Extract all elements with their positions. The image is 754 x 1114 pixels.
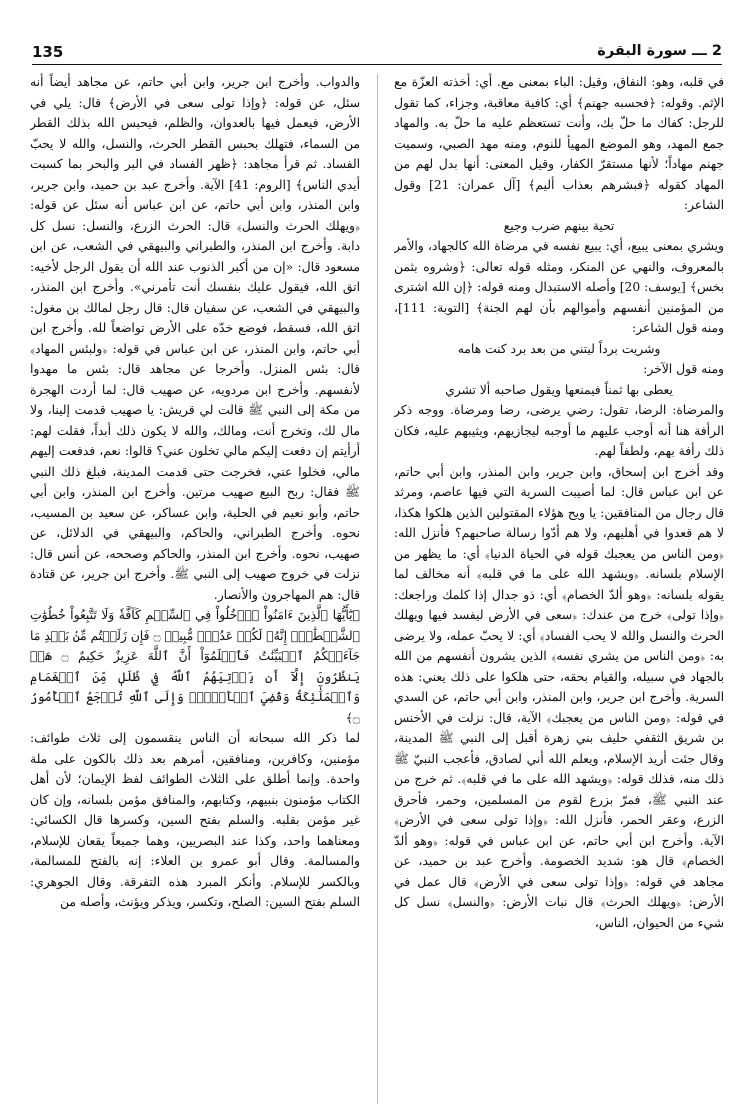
paragraph: والدواب. وأخرج ابن جرير، وابن أبي حاتم، عن مجاهد أيضاً أنه سئل، عن قوله: ﴿وإذا تولى سعى في الأرض﴾ قال: يلي في الأرض، فيعمل فيها بالعدوان، والظلم، فيحبس الله بذلك القطر من السماء، فتهلك بحبس القطر الحرث، والنسل، والله لا يحبّ الفساد. ثم قرأ مجاهد: ﴿ظهر الفساد في البر والبحر بما كسبت أيدي الناس﴾ [الروم: 41] الآية. وأخرج عبد بن حميد، وابن جرير، وابن المنذر، وابن أبي حاتم، عن ابن عباس أنه سئل عن قوله: ﴿ويهلك الحرث والنسل﴾ قال: الحرث الزرع، والنسل: نسل كل دابة. وأخرج ابن المنذر، والطبراني والبيهقي في الشعب، عن ابن مسعود قال: «إن من أكبر الذنوب عند الله أن يقول الرجل لأخيه: اتق الله، فيقول عليك بنفسك أنت تأمرني». وأخرج ابن المنذر، والبيهقي في الشعب، عن سفيان قال: قال رجل لمالك بن مغول: اتق الله، فسقط، فوضع خدّه على الأرض تواضعاً لله. وأخرج ابن أبي حاتم، وابن المنذر، عن ابن عباس في قوله: ﴿ولبئس المهاد﴾ قال: بئس المنزل. وأخرجا عن مجاهد قال: بئس ما مهدوا لأنفسهم. وأخرج ابن مردويه، عن صهيب قال: لما أردت الهجرة من مكة إلى النبي ﷺ قالت لي قريش: يا صهيب قدمت إلينا، ولا مال لك، وتخرج أنت، ومالك، والله لا يكون ذلك أبداً، فقلت لهم: أرأيتم إن دفعت إليكم مالي تخلون عني؟ قالوا: نعم، فدفعت إليهم مالي، فخلوا عني، فخرجت حتى قدمت المدينة، فبلغ ذلك النبي ﷺ فقال: ربح البيع صهيب مرتين. وأخرج ابن المنذر، وابن أبي حاتم، وأبو نعيم في الحلية، وابن عساكر، عن سعيد بن المسيب، نحوه. وأخرج الطبراني، والحاكم، والبيهقي في الدلائل، عن صهيب، نحوه. وأخرج ابن المنذر، والحاكم وصححه، عن أنس قال: نزلت في خروج صهيب إلى النبي ﷺ. وأخرج ابن جرير، عن قتادة قال: هم المهاجرون والأنصار. (30, 75, 360, 602)
surah-title: 2 ـــ سورة البقرة (597, 43, 722, 59)
quran-verses: ﴿يَٰٓأَيُّهَا ٱلَّذِينَ ءَامَنُواْ ٱدۡخُلُواْ فِي ٱلسِّلۡمِ كَآفَّةٗ وَلَا تَتَّبِعُواْ خُطُوَٰتِ ٱلشَّيۡطَٰنِۚ إِنَّهُۥ لَكُمۡ عَدُوّٞ مُّبِينٞ ۝ فَإِن زَلَلۡتُم مِّنۢ بَعۡدِ مَا جَآءَتۡكُمُ ٱلۡبَيِّنَٰتُ فَٱعۡلَمُوٓاْ أَنَّ ٱللَّهَ عَزِيزٌ حَكِيمٌ ۝ هَلۡ يَنظُرُونَ إِلَّآ أَن يَأۡتِيَهُمُ ٱللَّهُ فِي ظُلَلٖ مِّنَ ٱلۡغَمَامِ وَٱلۡمَلَٰٓئِكَةُ وَقُضِيَ ٱلۡأَمۡرُۚ وَإِلَى ٱللَّهِ تُرۡجَعُ ٱلۡأُمُورُ ۝﴾ (30, 608, 360, 725)
paragraph: والمرضاة: الرضا، تقول: رضي يرضى، رضا ومرضاة. ووجه ذكر الرأفة هنا أنه أوجب عليهم ما أوجبه ليجازيهم، ويثيبهم عليه، فكان ذلك رأفة بهم، ولطفاً لهم. (394, 403, 724, 458)
right-text-column (394, 72, 724, 1102)
page-header (32, 40, 722, 66)
header-rule (32, 64, 722, 65)
paragraph: في قلبه، وهو: النفاق، وقيل: الباء بمعنى مع. أي: أخذته العزّة مع الإثم. وقوله: ﴿فحسبه جهنم﴾ أي: كافية معاقبة، وجزاء، كما تقول للرجل: كفاك ما حلّ بك، وأنت تستعظم عليه ما حلّ به. والمهاد جمع المهد، وهو الموضع المهيأ للنوم، ومنه مهد الصبي، وسميت جهنم مهاداً؛ لأنها مستقرّ الكفار، وقيل المعنى: أنها بدل لهم من المهاد كقوله ﴿فبشرهم بعذاب أليم﴾ [آل عمران: 21] وقول الشاعر: (394, 75, 724, 212)
poetry-line: وشريت برداً ليتني من بعد برد كنت هامه (457, 341, 661, 356)
paragraph: وقد أخرج ابن إسحاق، وابن جرير، وابن المنذر، وابن أبي حاتم، عن ابن عباس قال: لما أصيبت السرية التي فيها عاصم، ومرثد قال رجال من المنافقين: يا ويح هؤلاء المقتولين الذين هلكوا هكذا، لا هم قعدوا في أهليهم، ولا هم أدّوا رسالة صاحبهم؟ فأنزل الله: ﴿ومن الناس من يعجبك قوله في الحياة الدنيا﴾ أي: ما يظهر من الإسلام بلسانه. ﴿ويشهد الله على ما في قلبه﴾ أنه مخالف لما يقوله بلسانه: ﴿وهو ألدّ الخصام﴾ أي: ذو جدال إذا كلمك وراجعك: ﴿وإذا تولى﴾ خرج من عندك: ﴿سعى في الأرض ليفسد فيها ويهلك الحرث والنسل والله لا يحب الفساد﴾ أي: لا يحبّ عمله، ولا يرضى به: ﴿ومن الناس من يشري نفسه﴾ الذين يشرون أنفسهم من الله بالجهاد في سبيله، والقيام بحقه، حتى هلكوا على ذلك يعني: هذه السرية. وأخرج ابن جرير، وابن المنذر، وابن أبي حاتم، عن السدي في قوله: ﴿ومن الناس من يعجبك﴾ الآية، قال: نزلت في الأخنس بن شريق الثقفي حليف بني زهرة أقبل إلى النبي ﷺ المدينة، وقال جئت أريد الإسلام، ويعلم الله أني لصادق، فأعجب النبيّ ﷺ ذلك منه، فذلك قوله: ﴿ويشهد الله على ما في قلبه﴾. ثم خرج من عند النبي ﷺ، فمرّ بزرع لقوم من المسلمين، وحمر، فأحرق الزرع، وعقر الحمر، فأنزل الله: ﴿وإذا تولى سعى في الأرض﴾ الآية. وأخرج ابن أبي حاتم، عن ابن عباس في قوله: ﴿وهو ألدّ الخصام﴾ قال هو: شديد الخصومة. وأخرج عبد بن حميد، عن مجاهد في قوله: ﴿وإذا تولى سعى في الأرض﴾ قال عمل في الأرض: ﴿ويهلك الحرث﴾ قال نبات الأرض: ﴿والنسل﴾ نسل كل شيء من الحيوان، الناس، (394, 464, 724, 930)
poetry-line: يعطى بها ثمناً فيمنعها ويقول صاحبه ألا تشري (445, 382, 673, 397)
page-number: 135 (32, 43, 64, 61)
paragraph: لما ذكر الله سبحانه أن الناس ينقسمون إلى ثلاث طوائف: مؤمنين، وكافرين، ومنافقين، أمرهم بعد ذلك بالكون على ملة واحدة. وإنما أطلق على الثلاث الطوائف لفظ الإيمان؛ لأن أهل الكتاب مؤمنون بنبيهم، وكتابهم، والمنافق مؤمن بلسانه، وإن كان غير مؤمن بقلبه. والسلم بفتح السين، وكسرها قال الكسائي: ومعناهما واحد، وكذا عند البصريين، وهما جميعاً يقعان للإسلام، والمسالمة. وقال أبو عمرو بن العلاء: إنه بالفتح للمسالمة، وبالكسر للإسلام. وأنكر المبرد هذه التفرقة. وقال الجوهري: السلم بفتح السين: الصلح، وتكسر، ويذكر ويؤنث، وأصله من (30, 731, 360, 909)
paragraph: ومنه قول الآخر: (643, 362, 724, 376)
poetry-line: تحية بينهم ضرب وجيع (503, 218, 615, 233)
column-divider (377, 74, 378, 1104)
left-text-column (30, 72, 360, 1102)
paragraph: ويشري بمعنى يبيع، أي: يبيع نفسه في مرضاة الله كالجهاد، والأمر بالمعروف، والنهي عن المنكر، ومثله قوله تعالى: ﴿وشروه بثمن بخس﴾ [يوسف: 20] وأصله الاستبدال ومنه قوله: ﴿إن الله اشترى من المؤمنين أنفسهم وأموالهم بأن لهم الجنة﴾ [التوبة: 111]، ومنه قول الشاعر: (394, 239, 724, 335)
